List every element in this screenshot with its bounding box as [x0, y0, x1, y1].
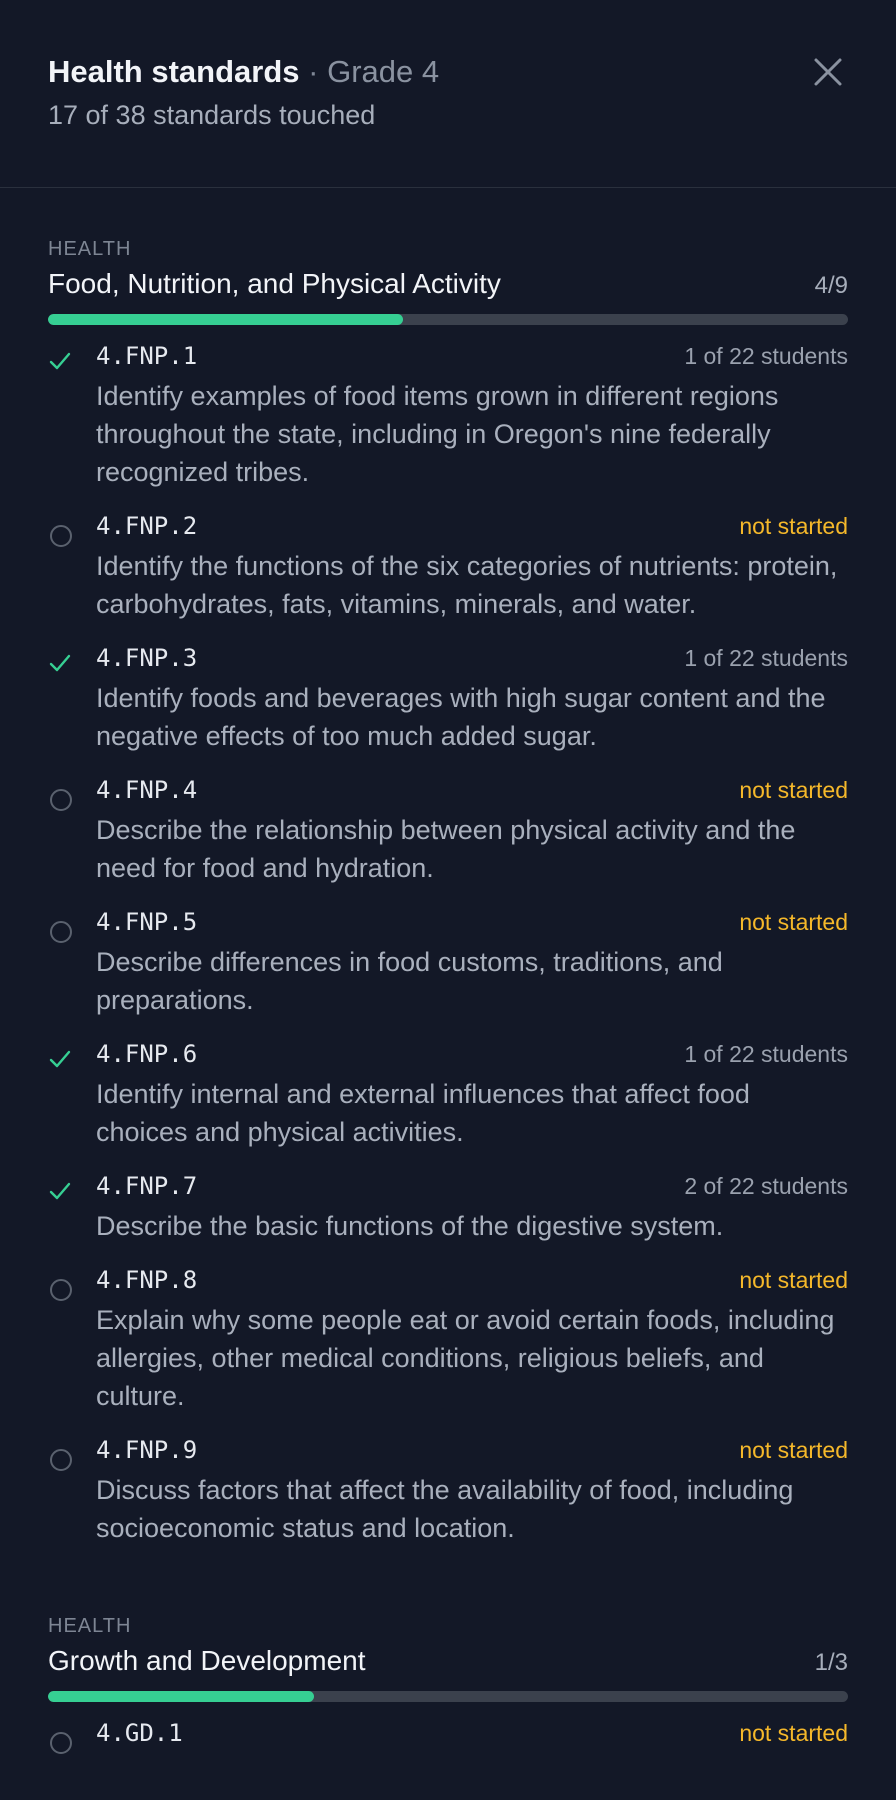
standard-description: Identify foods and beverages with high sugar content and the negative effects of too much added sugar. [96, 683, 826, 751]
check-icon [48, 1179, 96, 1203]
standard-row[interactable] [48, 509, 848, 641]
close-button[interactable] [808, 52, 848, 92]
section-count: 1/3 [814, 1649, 848, 1676]
check-icon [48, 651, 96, 675]
standard-description: Identify examples of food items grown in different regions throughout the state, including in Oregon's nine federally recognized tribes. [96, 381, 779, 487]
standard-status: not started [739, 1720, 848, 1746]
standard-description: Explain why some people eat or avoid certain foods, including allergies, other medical conditions, religious beliefs, and culture. [96, 1305, 835, 1411]
standard-status: 1 of 22 students [684, 645, 848, 671]
close-icon [808, 52, 848, 92]
standard-status: not started [739, 513, 848, 539]
section-progress-fill [48, 1691, 314, 1702]
title-main: Health standards [48, 54, 300, 89]
standard-row[interactable] [48, 773, 848, 905]
standard-row[interactable] [48, 1169, 848, 1263]
standard-row[interactable] [48, 1433, 848, 1565]
empty-circle-icon [50, 921, 72, 943]
page-title [48, 52, 848, 92]
standard-code: 4.FNP.7 [96, 1172, 198, 1200]
standard-description: Identify the functions of the six categories of nutrients: protein, carbohydrates, fats, vitamins, minerals, and water. [96, 551, 838, 619]
sections-list [0, 188, 896, 1772]
standard-status: 2 of 22 students [684, 1173, 848, 1199]
check-icon [48, 349, 96, 373]
title-separator: · [308, 54, 319, 89]
section-title: Growth and Development [48, 1645, 366, 1676]
standard-row[interactable] [48, 641, 848, 773]
section-category: HEALTH [48, 238, 132, 260]
standard-description: Identify internal and external influences that affect food choices and physical activities. [96, 1079, 750, 1147]
section-progress-bar [48, 1691, 848, 1702]
standard-status: not started [739, 909, 848, 935]
standard-status: not started [739, 777, 848, 803]
standard-description: Describe the relationship between physical activity and the need for food and hydration. [96, 815, 796, 883]
standard-row[interactable] [48, 1716, 848, 1772]
standard-code: 4.FNP.3 [96, 644, 198, 672]
standard-status: not started [739, 1437, 848, 1463]
empty-circle-icon [50, 1449, 72, 1471]
standard-code: 4.FNP.5 [96, 908, 198, 936]
empty-circle-icon [50, 789, 72, 811]
section-title: Food, Nutrition, and Physical Activity [48, 268, 501, 299]
section-progress-bar [48, 314, 848, 325]
standards-list [48, 339, 848, 1565]
standard-status: 1 of 22 students [684, 343, 848, 369]
standard-description: Describe the basic functions of the digestive system. [96, 1211, 724, 1241]
empty-circle-icon [50, 1732, 72, 1754]
standard-code: 4.FNP.2 [96, 512, 198, 540]
standard-status: not started [739, 1267, 848, 1293]
standards-section [48, 1615, 848, 1772]
standard-code: 4.FNP.1 [96, 342, 198, 370]
standard-code: 4.FNP.9 [96, 1436, 198, 1464]
standards-list [48, 1716, 848, 1772]
standard-status: 1 of 22 students [684, 1041, 848, 1067]
standard-row[interactable] [48, 339, 848, 509]
standard-row[interactable] [48, 1263, 848, 1433]
standard-row[interactable] [48, 905, 848, 1037]
check-icon [48, 1047, 96, 1071]
standard-row[interactable] [48, 1037, 848, 1169]
empty-circle-icon [50, 1279, 72, 1301]
standard-code: 4.FNP.4 [96, 776, 198, 804]
standard-code: 4.FNP.6 [96, 1040, 198, 1068]
section-category: HEALTH [48, 1615, 132, 1637]
standard-code: 4.FNP.8 [96, 1266, 198, 1294]
title-grade: Grade 4 [327, 54, 440, 89]
empty-circle-icon [50, 525, 72, 547]
panel-header [0, 0, 896, 188]
standard-description: Discuss factors that affect the availability of food, including socioeconomic status and location. [96, 1475, 794, 1543]
standard-description: Describe differences in food customs, traditions, and preparations. [96, 947, 723, 1015]
standards-section [48, 238, 848, 1565]
section-progress-fill [48, 314, 403, 325]
standards-touched-summary: 17 of 38 standards touched [48, 100, 376, 130]
section-count: 4/9 [814, 272, 848, 299]
standard-code: 4.GD.1 [96, 1719, 183, 1747]
